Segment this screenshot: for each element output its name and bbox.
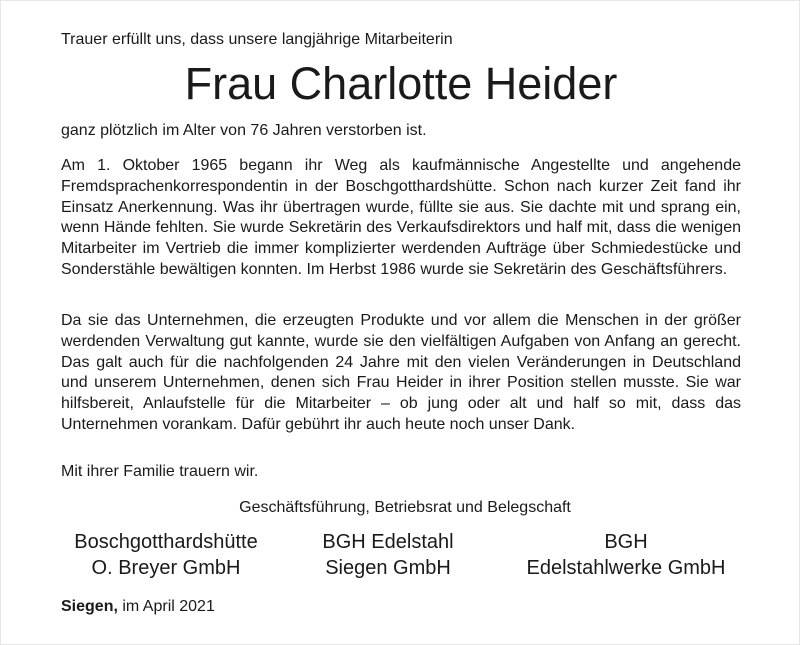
company-name: BGH xyxy=(604,531,648,553)
company-legal-name: Edelstahlwerke GmbH xyxy=(526,557,726,579)
paragraph-career: Am 1. Oktober 1965 begann ihr Weg als kaufmännische Angestellte und angehende Fremdsprachenkorrespondentin in der Boschgotthardshütte. Schon nach kurzer Zeit fand ihr Einsatz Anerkennung. Was ihr übertragen wurde, füllte sie aus. Sie dachte mit und sprang ein, wenn Hände fehlten. Sie wurde Sekretärin des Verkaufsdirektors und half mit, dass die wenigen Mitarbeiter im Vertrieb die immer komplizierter werdenden Aufträge über Schmiedestücke und Sonderstähle bewältigen konnten. Im Herbst 1986 wurde sie Sekretärin des Geschäftsführers. xyxy=(61,157,741,278)
paragraph-mourning: Mit ihrer Familie trauern wir. xyxy=(61,463,259,480)
company-bgh-edelstahlwerke xyxy=(509,529,743,581)
date-text: im April 2021 xyxy=(122,598,215,615)
company-boschgotthardshuette xyxy=(55,529,277,581)
signatories-line xyxy=(1,498,800,518)
place-name: Siegen, xyxy=(61,598,118,615)
deceased-name: Frau Charlotte Heider xyxy=(184,58,618,109)
company-name: BGH Edelstahl xyxy=(322,531,454,553)
company-legal-name: Siegen GmbH xyxy=(325,557,451,579)
signatories-text: Geschäftsführung, Betriebsrat und Belegschaft xyxy=(239,499,571,516)
paragraph-tribute: Da sie das Unternehmen, die erzeugten Produkte und vor allem die Menschen in der größer werdenden Verwaltung gut kannte, wurde sie den vielfältigen Aufgaben von Anfang an gerecht. Das galt auch für die nachfolgenden 24 Jahre mit den vielen Veränderungen in Deutschland und unserem Unternehmen, denen sich Frau Heider in ihrer Position stellen musste. Sie war hilfsbereit, Anlaufstelle für die Mitarbeiter – ob jung oder alt und half so mit, dass das Unternehmen vorankam. Dafür gebührt ihr auch heute noch unser Dank. xyxy=(61,312,741,433)
company-bgh-edelstahl xyxy=(303,529,473,581)
company-legal-name: O. Breyer GmbH xyxy=(91,557,241,579)
death-line: ganz plötzlich im Alter von 76 Jahren verstorben ist. xyxy=(61,122,427,139)
company-name: Boschgotthardshütte xyxy=(74,531,258,553)
intro-line: Trauer erfüllt uns, dass unsere langjährige Mitarbeiterin xyxy=(61,31,453,48)
place-date-line xyxy=(61,597,215,617)
